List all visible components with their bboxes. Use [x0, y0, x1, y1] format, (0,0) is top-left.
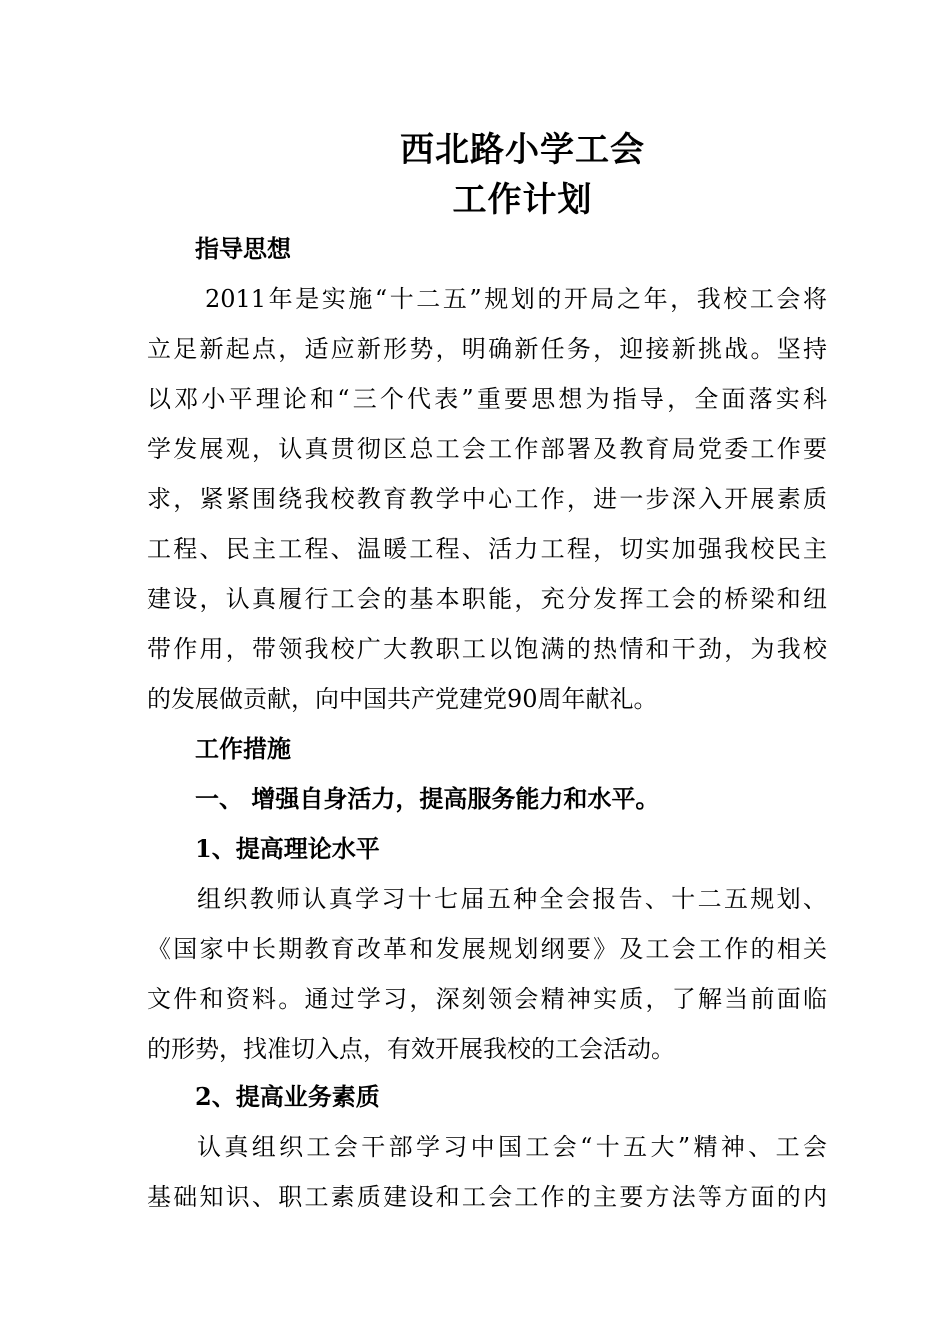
paragraph-line: 组织教师认真学习十七届五种全会报告、十二五规划、 — [197, 885, 827, 913]
paragraph-line: 学发展观，认真贯彻区总工会工作部署及教育局党委工作要 — [147, 435, 827, 463]
paragraph-line: 建设，认真履行工会的基本职能，充分发挥工会的桥梁和纽 — [147, 585, 827, 613]
document-subtitle: 工作计划 — [452, 180, 593, 220]
paragraph-line: 2011年是实施“十二五”规划的开局之年，我校工会将 — [205, 285, 827, 313]
paragraph-line: 带作用，带领我校广大教职工以饱满的热情和干劲，为我校 — [147, 635, 827, 663]
heading-subsection-2: 2、提高业务素质 — [195, 1082, 380, 1111]
paragraph-line: 基础知识、职工素质建设和工会工作的主要方法等方面的内 — [147, 1183, 827, 1211]
paragraph-line: 文件和资料。通过学习，深刻领会精神实质，了解当前面临 — [147, 985, 827, 1013]
paragraph-line: 工程、民主工程、温暖工程、活力工程，切实加强我校民主 — [147, 535, 827, 563]
heading-section-1: 一、 增强自身活力，提高服务能力和水平。 — [195, 784, 660, 813]
paragraph-line: 的发展做贡献，向中国共产党建党90周年献礼。 — [147, 685, 658, 713]
paragraph-line: 认真组织工会干部学习中国工会“十五大”精神、工会 — [197, 1133, 827, 1161]
document-title: 西北路小学工会 — [400, 130, 645, 170]
paragraph-line: 以邓小平理论和“三个代表”重要思想为指导，全面落实科 — [147, 385, 827, 413]
paragraph-line: 立足新起点，适应新形势，明确新任务，迎接新挑战。坚持 — [147, 335, 827, 363]
heading-subsection-1: 1、提高理论水平 — [195, 834, 380, 863]
paragraph-line: 的形势，找准切入点，有效开展我校的工会活动。 — [147, 1035, 675, 1063]
paragraph-line: 求，紧紧围绕我校教育教学中心工作，进一步深入开展素质 — [147, 485, 827, 513]
heading-guiding-thought: 指导思想 — [195, 234, 291, 263]
heading-work-measures: 工作措施 — [195, 734, 291, 763]
paragraph-line: 《国家中长期教育改革和发展规划纲要》及工会工作的相关 — [147, 935, 827, 963]
